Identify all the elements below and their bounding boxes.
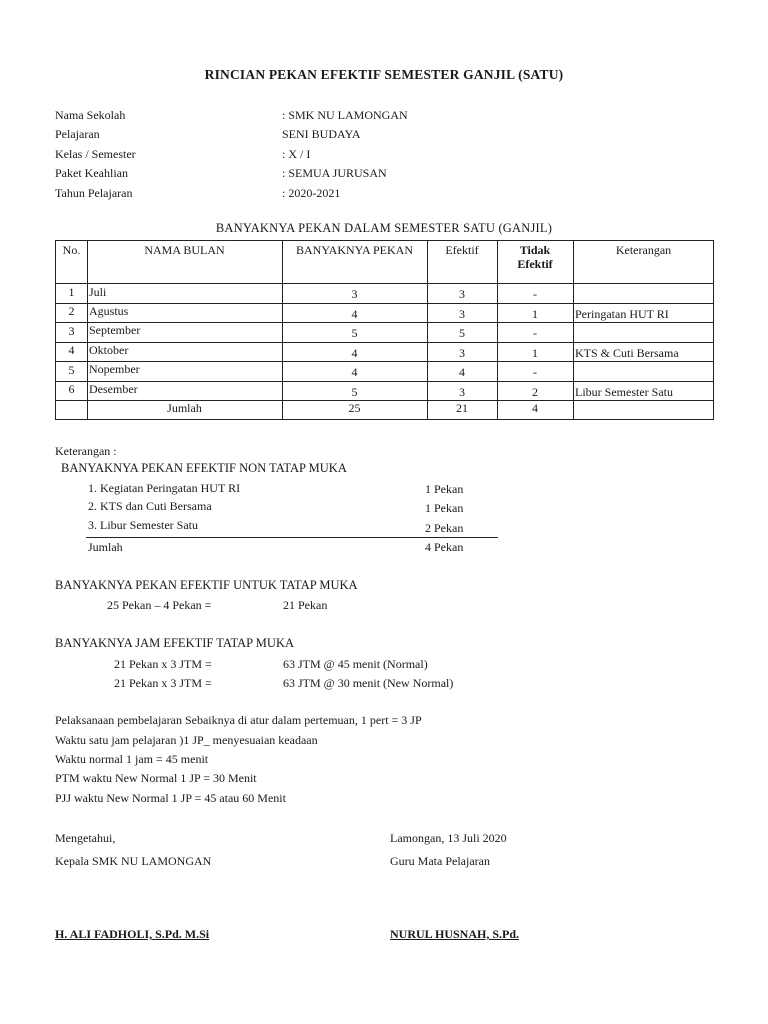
non-f2f-total-label: Jumlah: [88, 540, 123, 554]
row-not-effective: -: [533, 326, 537, 340]
row-month: Desember: [89, 382, 138, 396]
sum-divider: [86, 537, 498, 538]
header-no: No.: [62, 243, 81, 257]
row-weeks: 5: [351, 326, 358, 340]
row-no: 5: [68, 363, 75, 377]
non-f2f-item-text: 1. Kegiatan Peringatan HUT RI: [88, 481, 241, 495]
hours-heading: BANYAKNYA JAM EFEKTIF TATAP MUKA: [55, 636, 294, 650]
hours-calc: 21 Pekan x 3 JTM =: [114, 657, 212, 671]
row-effective: 3: [459, 287, 465, 301]
row-effective: 3: [459, 385, 465, 399]
paragraph-line: PTM waktu New Normal 1 JP = 30 Menit: [55, 771, 257, 785]
place-date: Lamongan, 13 Juli 2020: [390, 831, 507, 845]
info-value-subject: SENI BUDAYA: [282, 127, 361, 141]
row-no: 6: [68, 382, 75, 396]
row-weeks: 4: [351, 346, 358, 360]
non-f2f-item-value: 2 Pekan: [425, 521, 464, 535]
row-month: Nopember: [89, 362, 140, 376]
row-notes: Peringatan HUT RI: [575, 307, 669, 321]
non-f2f-item-text: 3. Libur Semester Satu: [88, 518, 198, 532]
total-effective: 21: [456, 401, 468, 415]
principal-role: Kepala SMK NU LAMONGAN: [55, 854, 212, 868]
row-weeks: 5: [351, 385, 358, 399]
paragraph-line: Waktu normal 1 jam = 45 menit: [55, 752, 209, 766]
row-notes: Libur Semester Satu: [575, 385, 673, 399]
row-not-effective: -: [533, 287, 537, 301]
row-not-effective: 2: [532, 385, 538, 399]
face-to-face-calc: 25 Pekan – 4 Pekan =: [107, 598, 212, 612]
info-label-program: Paket Keahlian: [55, 166, 128, 180]
header-weeks: BANYAKNYA PEKAN: [295, 243, 413, 257]
row-effective: 3: [459, 346, 465, 360]
row-weeks: 4: [351, 365, 358, 379]
notes-label: Keterangan :: [55, 444, 117, 458]
row-month: Juli: [89, 285, 107, 299]
non-f2f-item-value: 1 Pekan: [425, 482, 464, 496]
info-label-year: Tahun Pelajaran: [55, 186, 133, 200]
header-notes: Keterangan: [615, 243, 672, 257]
page-title: RINCIAN PEKAN EFEKTIF SEMESTER GANJIL (SATU): [204, 67, 564, 82]
row-no: 1: [68, 285, 75, 299]
header-not-effective-line2: Efektif: [517, 257, 553, 271]
row-effective: 4: [459, 365, 465, 379]
row-not-effective: -: [533, 365, 537, 379]
info-value-school: : SMK NU LAMONGAN: [282, 108, 408, 122]
row-notes: KTS & Cuti Bersama: [575, 346, 679, 360]
row-month: September: [89, 323, 141, 337]
row-no: 4: [68, 343, 75, 357]
hours-calc: 21 Pekan x 3 JTM =: [114, 676, 212, 690]
info-value-class: : X / I: [282, 147, 311, 161]
row-no: 2: [68, 304, 75, 318]
weeks-table: [55, 240, 714, 420]
row-no: 3: [68, 324, 75, 338]
row-month: Agustus: [89, 304, 129, 318]
header-not-effective-line1: Tidak: [519, 243, 551, 257]
info-value-year: : 2020-2021: [282, 186, 341, 200]
row-weeks: 4: [351, 307, 358, 321]
info-label-school: Nama Sekolah: [55, 108, 126, 122]
paragraph-line: PJJ waktu New Normal 1 JP = 45 atau 60 Menit: [55, 791, 286, 805]
hours-result: 63 JTM @ 45 menit (Normal): [283, 657, 428, 671]
non-face-to-face-heading: BANYAKNYA PEKAN EFEKTIF NON TATAP MUKA: [61, 461, 347, 475]
teacher-role: Guru Mata Pelajaran: [390, 854, 490, 868]
row-weeks: 3: [351, 287, 358, 301]
paragraph-line: Pelaksanaan pembelajaran Sebaiknya di atur dalam pertemuan, 1 pert = 3 JP: [55, 713, 422, 727]
non-f2f-item-value: 1 Pekan: [425, 501, 464, 515]
acknowledged-label: Mengetahui,: [55, 831, 116, 845]
face-to-face-result: 21 Pekan: [283, 598, 328, 612]
hours-result: 63 JTM @ 30 menit (New Normal): [283, 676, 454, 690]
total-label: Jumlah: [167, 401, 202, 415]
row-effective: 5: [459, 326, 465, 340]
row-effective: 3: [459, 307, 465, 321]
header-month: NAMA BULAN: [144, 243, 225, 257]
total-not-effective: 4: [532, 401, 538, 415]
face-to-face-heading: BANYAKNYA PEKAN EFEKTIF UNTUK TATAP MUKA: [55, 578, 358, 592]
teacher-name: NURUL HUSNAH, S.Pd.: [390, 927, 520, 941]
info-label-class: Kelas / Semester: [55, 147, 136, 161]
table-title: BANYAKNYA PEKAN DALAM SEMESTER SATU (GANJIL): [215, 221, 553, 235]
info-value-program: : SEMUA JURUSAN: [282, 166, 387, 180]
row-month: Oktober: [89, 343, 129, 357]
row-not-effective: 1: [532, 307, 538, 321]
paragraph-line: Waktu satu jam pelajaran )1 JP_ menyesuaian keadaan: [55, 733, 318, 747]
row-not-effective: 1: [532, 346, 538, 360]
info-label-subject: Pelajaran: [55, 127, 100, 141]
principal-name: H. ALI FADHOLI, S.Pd. M.Si: [55, 927, 210, 941]
total-weeks: 25: [348, 401, 361, 415]
non-f2f-total-value: 4 Pekan: [425, 540, 464, 554]
header-effective: Efektif: [445, 243, 479, 257]
non-f2f-item-text: 2. KTS dan Cuti Bersama: [88, 499, 212, 513]
